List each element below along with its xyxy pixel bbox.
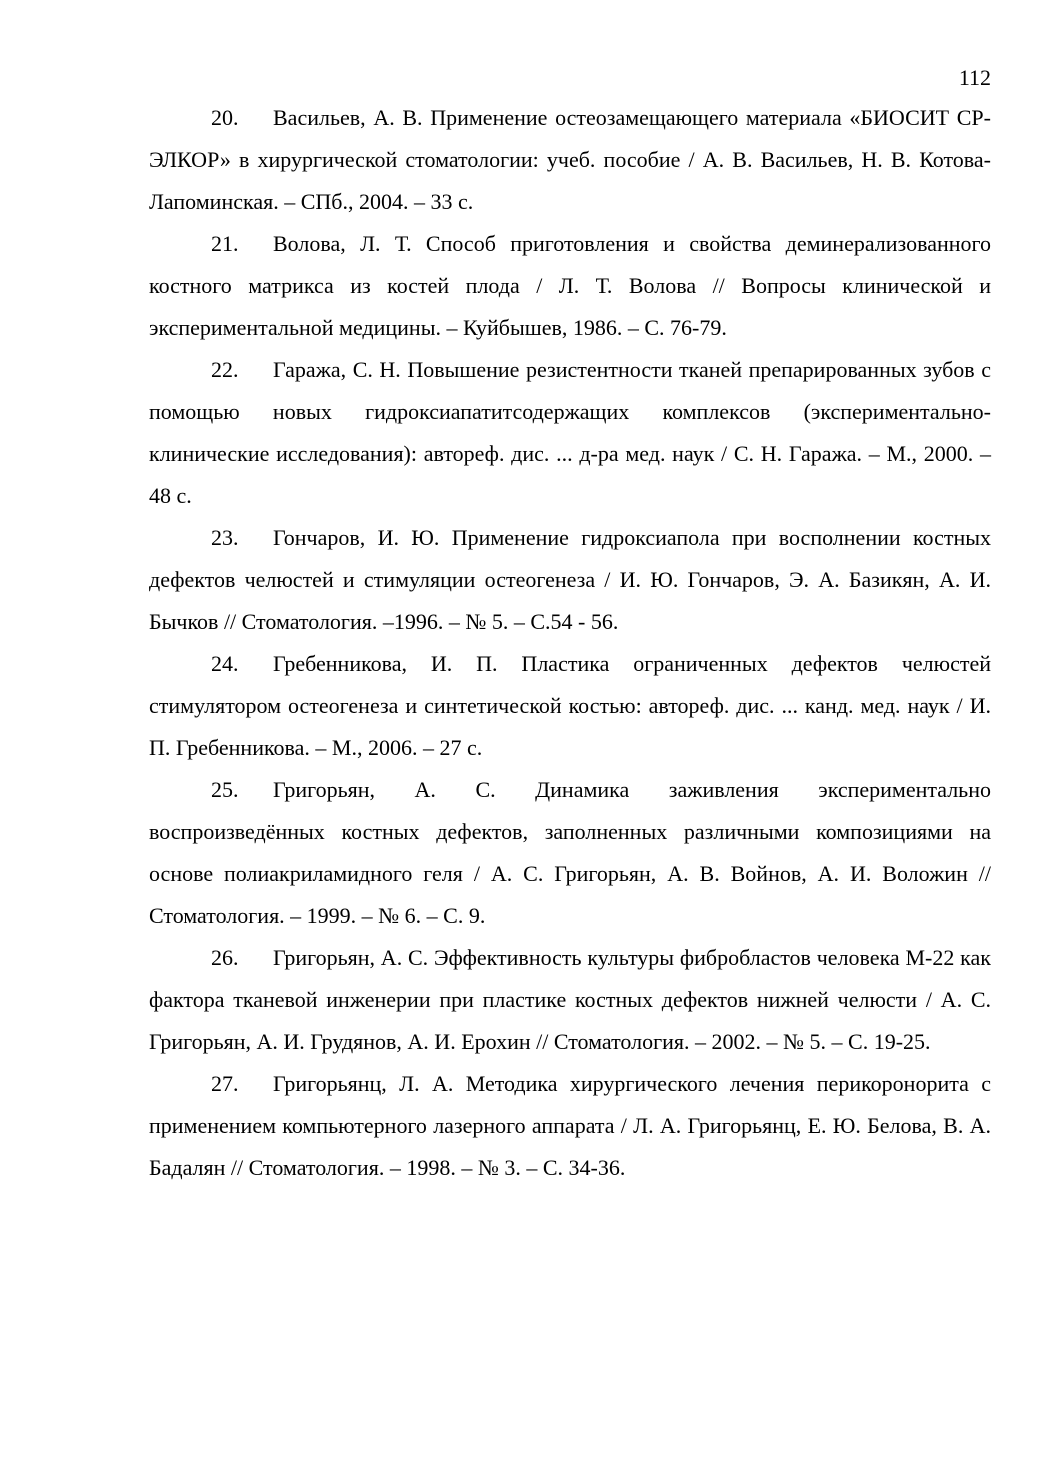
reference-item-26: [149, 937, 991, 1063]
reference-text: Волова, Л. Т. Способ приготовления и свойства деминерализованного костного матрикса из костей плода / Л. Т. Волова // Вопросы клинической и экспериментальной медицины. – Куйбышев, 1986. – С. 76-79.: [149, 231, 991, 340]
reference-item-27: [149, 1063, 991, 1189]
reference-text: Григорьянц, Л. А. Методика хирургического лечения перикоронорита с применением компьютерного лазерного аппарата / Л. А. Григорьянц, Е. Ю. Белова, В. А. Бадалян // Стоматология. – 1998. – № 3. – С. 34-36.: [149, 1071, 991, 1180]
reference-number: 20.: [211, 105, 239, 130]
reference-text: Гаража, С. Н. Повышение резистентности тканей препарированных зубов с помощью новых гидроксиапатитсодержащих комплексов (экспериментально-клинические исследования): автореф. дис. ... д-ра мед. наук / С. Н. Гаража. – М., 2000. – 48 с.: [149, 357, 991, 508]
reference-text: Васильев, А. В. Применение остеозамещающего материала «БИОСИТ СР-ЭЛКОР» в хирургической стоматологии: учеб. пособие / А. В. Васильев, Н. В. Котова-Лапоминская. – СПб., 2004. – 33 с.: [149, 105, 991, 214]
reference-text: Гончаров, И. Ю. Применение гидроксиапола при восполнении костных дефектов челюстей и стимуляции остеогенеза / И. Ю. Гончаров, Э. А. Базикян, А. И. Бычков // Стоматология. –1996. – № 5. – С.54 - 56.: [149, 525, 991, 634]
reference-item-22: [149, 349, 991, 517]
reference-item-20: [149, 97, 991, 223]
reference-item-23: [149, 517, 991, 643]
reference-text: Григорьян, А. С. Динамика заживления экспериментально воспроизведённых костных дефектов, заполненных различными композициями на основе полиакриламидного геля / А. С. Григорьян, А. В. Войнов, А. И. Воложин // Стоматология. – 1999. – № 6. – С. 9.: [149, 777, 991, 928]
reference-number: 25.: [211, 777, 239, 802]
reference-number: 27.: [211, 1071, 239, 1096]
reference-item-25: [149, 769, 991, 937]
reference-number: 26.: [211, 945, 239, 970]
reference-number: 24.: [211, 651, 239, 676]
reference-item-21: [149, 223, 991, 349]
reference-number: 21.: [211, 231, 239, 256]
reference-item-24: [149, 643, 991, 769]
reference-text: Гребенникова, И. П. Пластика ограниченных дефектов челюстей стимулятором остеогенеза и синтетической костью: автореф. дис. ... канд. мед. наук / И. П. Гребенникова. – М., 2006. – 27 с.: [149, 651, 991, 760]
reference-number: 23.: [211, 525, 239, 550]
reference-list: [149, 97, 991, 1189]
reference-text: Григорьян, А. С. Эффективность культуры фибробластов человека М-22 как фактора тканевой инженерии при пластике костных дефектов нижней челюсти / А. С. Григорьян, А. И. Грудянов, А. И. Ерохин // Стоматология. – 2002. – № 5. – С. 19-25.: [149, 945, 991, 1054]
reference-number: 22.: [211, 357, 239, 382]
page-number: 112: [958, 65, 991, 90]
